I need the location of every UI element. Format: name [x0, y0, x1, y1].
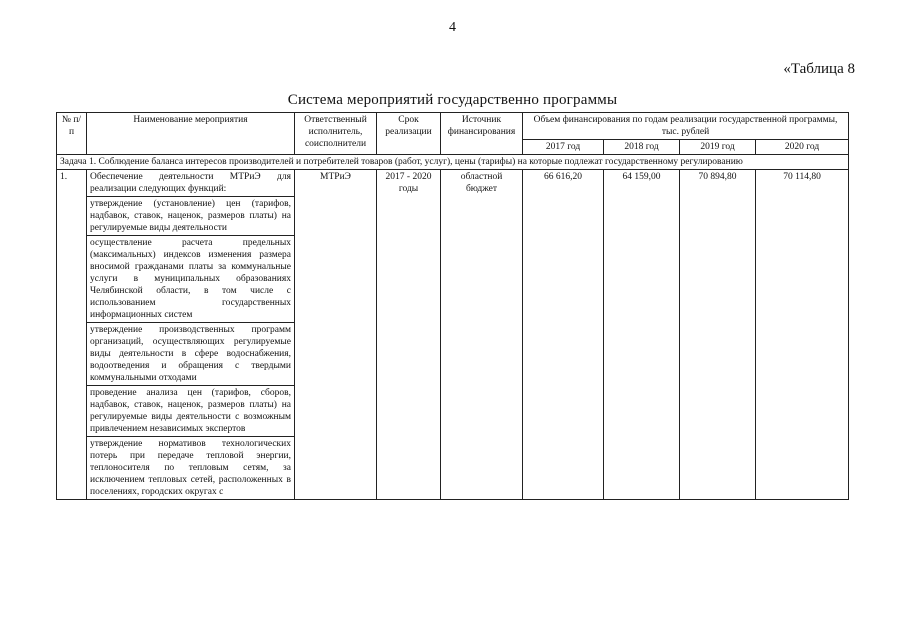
- row-term: 2017 - 2020 годы: [377, 170, 441, 500]
- row-number: 1.: [57, 170, 87, 500]
- measure-function-4: проведение анализа цен (тарифов, сборов, надбавок, ставок, наценок, размеров платы) на регулируемые виды деятельности с возможным привлечением независимых экспертов: [87, 386, 294, 437]
- measures-table: [56, 112, 849, 500]
- measure-function-2: осуществление расчета предельных (максимальных) индексов изменения размера вносимой гражданами платы за коммунальные услуги в муниципальных образованиях Челябинской области, в том числе с использованием государственных информационных систем: [87, 236, 294, 323]
- row-source: областной бюджет: [441, 170, 523, 500]
- task-row: Задача 1. Соблюдение баланса интересов производителей и потребителей товаров (работ, услуг), цены (тарифы) на которые подлежат государственному регулированию: [57, 155, 849, 170]
- header-responsible: Ответственный исполнитель, соисполнители: [295, 113, 377, 155]
- row-measure-cell: [87, 170, 295, 500]
- header-name: Наименование мероприятия: [87, 113, 295, 155]
- header-year-2020: 2020 год: [756, 140, 849, 155]
- row-value-2017: 66 616,20: [523, 170, 604, 500]
- header-term: Срок реализации: [377, 113, 441, 155]
- header-year-2017: 2017 год: [523, 140, 604, 155]
- header-source: Источник финансирования: [441, 113, 523, 155]
- header-year-2019: 2019 год: [680, 140, 756, 155]
- measure-function-5: утверждение нормативов технологических потерь при передаче тепловой энергии, теплоносителя по тепловым сетям, за исключением тепловых сетей, расположенных в поселениях, городских округах с: [90, 439, 291, 497]
- row-value-2019: 70 894,80: [680, 170, 756, 500]
- header-volume: Объем финансирования по годам реализации государственной программы, тыс. рублей: [523, 113, 849, 140]
- row-responsible: МТРиЭ: [295, 170, 377, 500]
- header-year-2018: 2018 год: [604, 140, 680, 155]
- measure-function-3: утверждение производственных программ организаций, осуществляющих регулируемые виды деятельности в сфере водоснабжения, водоотведения и обращения с твердыми коммунальными отходами: [87, 323, 294, 386]
- measure-main: Обеспечение деятельности МТРиЭ для реализации следующих функций:: [87, 170, 294, 197]
- measure-function-1: утверждение (установление) цен (тарифов, надбавок, ставок, наценок, размеров платы) на регулируемые виды деятельности: [87, 197, 294, 236]
- document-title: Система мероприятий государственно программы: [287, 92, 618, 108]
- header-number: № п/п: [57, 113, 87, 155]
- page-number: 4: [449, 20, 456, 35]
- row-value-2018: 64 159,00: [604, 170, 680, 500]
- table-label: «Таблица 8: [783, 61, 855, 77]
- row-value-2020: 70 114,80: [756, 170, 849, 500]
